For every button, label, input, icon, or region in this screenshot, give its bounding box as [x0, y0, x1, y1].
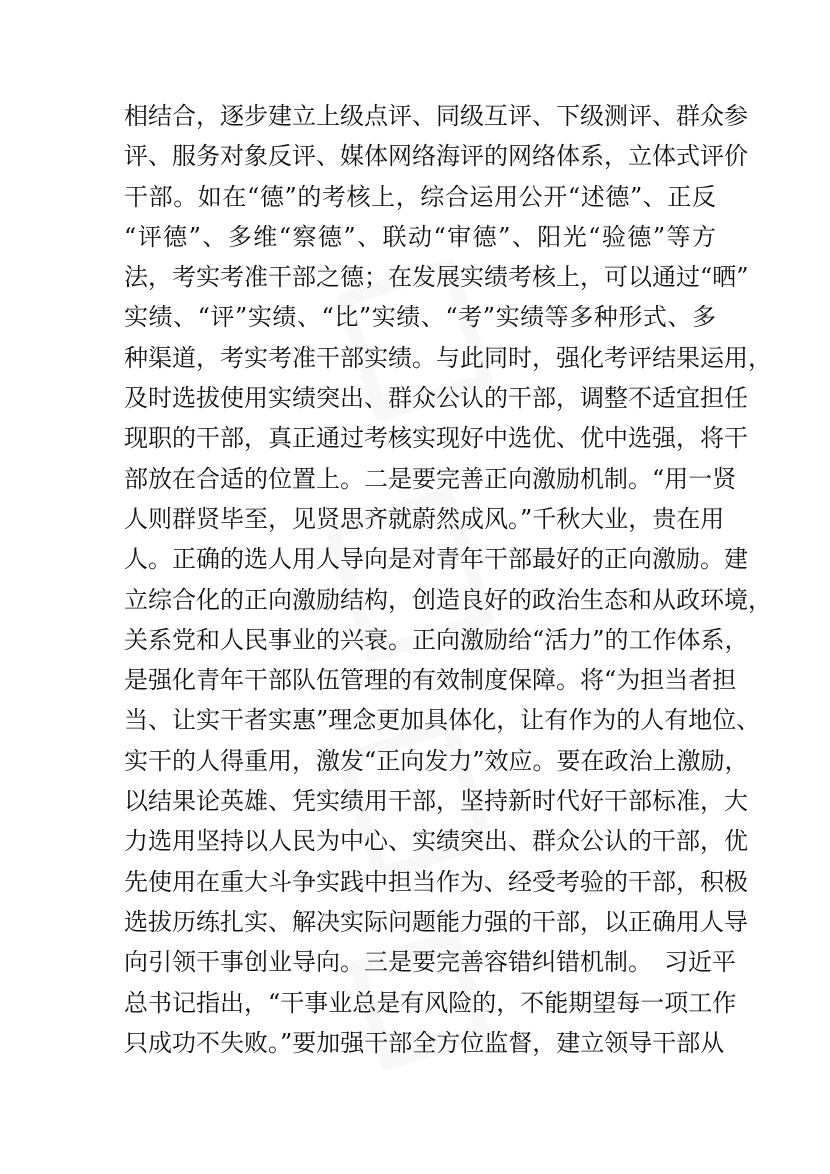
- text-line: 向引领干事创业导向。三是要完善容错纠错机制。 习近平: [124, 948, 736, 977]
- text-line: 实干的人得重用，激发“正向发力”效应。要在政治上激励，: [124, 746, 749, 775]
- text-line: 只成功不失败。”要加强干部全方位监督，建立领导干部从: [124, 1028, 725, 1057]
- text-line: 当、让实干者实惠”理念更加具体化，让有作为的人有地位、: [124, 706, 761, 735]
- text-line: 总书记指出，“干事业总是有风险的，不能期望每一项工作: [124, 988, 737, 1017]
- text-line: “评德”、多维“察德”、联动“审德”、阳光“验德”等方: [124, 222, 716, 251]
- text-line: 是强化青年干部队伍管理的有效制度保障。将“为担当者担: [124, 666, 737, 695]
- text-line: 实绩、“评”实绩、“比”实绩、“考”实绩等多种形式、多: [124, 303, 716, 332]
- text-line: 种渠道，考实考准干部实绩。与此同时，强化考评结果运用，: [124, 343, 772, 372]
- text-line: 人则群贤毕至，见贤思齐就蔚然成风。”千秋大业，贵在用: [124, 504, 725, 533]
- text-line: 法，考实考准干部之德；在发展实绩考核上，可以通过“晒”: [124, 263, 749, 292]
- text-line: 先使用在重大斗争实践中担当作为、经受考验的干部，积极: [124, 867, 748, 896]
- text-line: 立综合化的正向激励结构，创造良好的政治生态和从政环境，: [124, 585, 772, 614]
- text-line: 评、服务对象反评、媒体网络海评的网络体系，立体式评价: [124, 142, 748, 171]
- text-line: 及时选拔使用实绩突出、群众公认的干部，调整不适宜担任: [124, 384, 748, 413]
- text-line: 部放在合适的位置上。二是要完善正向激励机制。“用一贤: [124, 464, 737, 493]
- text-line: 相结合，逐步建立上级点评、同级互评、下级测评、群众参: [124, 102, 748, 130]
- text-line: 人。正确的选人用人导向是对青年干部最好的正向激励。建: [124, 545, 748, 574]
- text-line: 选拔历练扎实、解决实际问题能力强的干部，以正确用人导: [124, 907, 748, 936]
- text-line: 力选用坚持以人民为中心、实绩突出、群众公认的干部，优: [124, 827, 748, 856]
- text-line: 关系党和人民事业的兴衰。正向激励给“活力”的工作体系，: [124, 625, 749, 654]
- text-line: 以结果论英雄、凭实绩用干部，坚持新时代好干部标准，大: [124, 787, 748, 816]
- text-line: 干部。如在“德”的考核上，综合运用公开“述德”、正反: [124, 182, 716, 211]
- body-paragraph: [124, 96, 772, 1063]
- text-line: 现职的干部，真正通过考核实现好中选优、优中选强，将干: [124, 424, 748, 453]
